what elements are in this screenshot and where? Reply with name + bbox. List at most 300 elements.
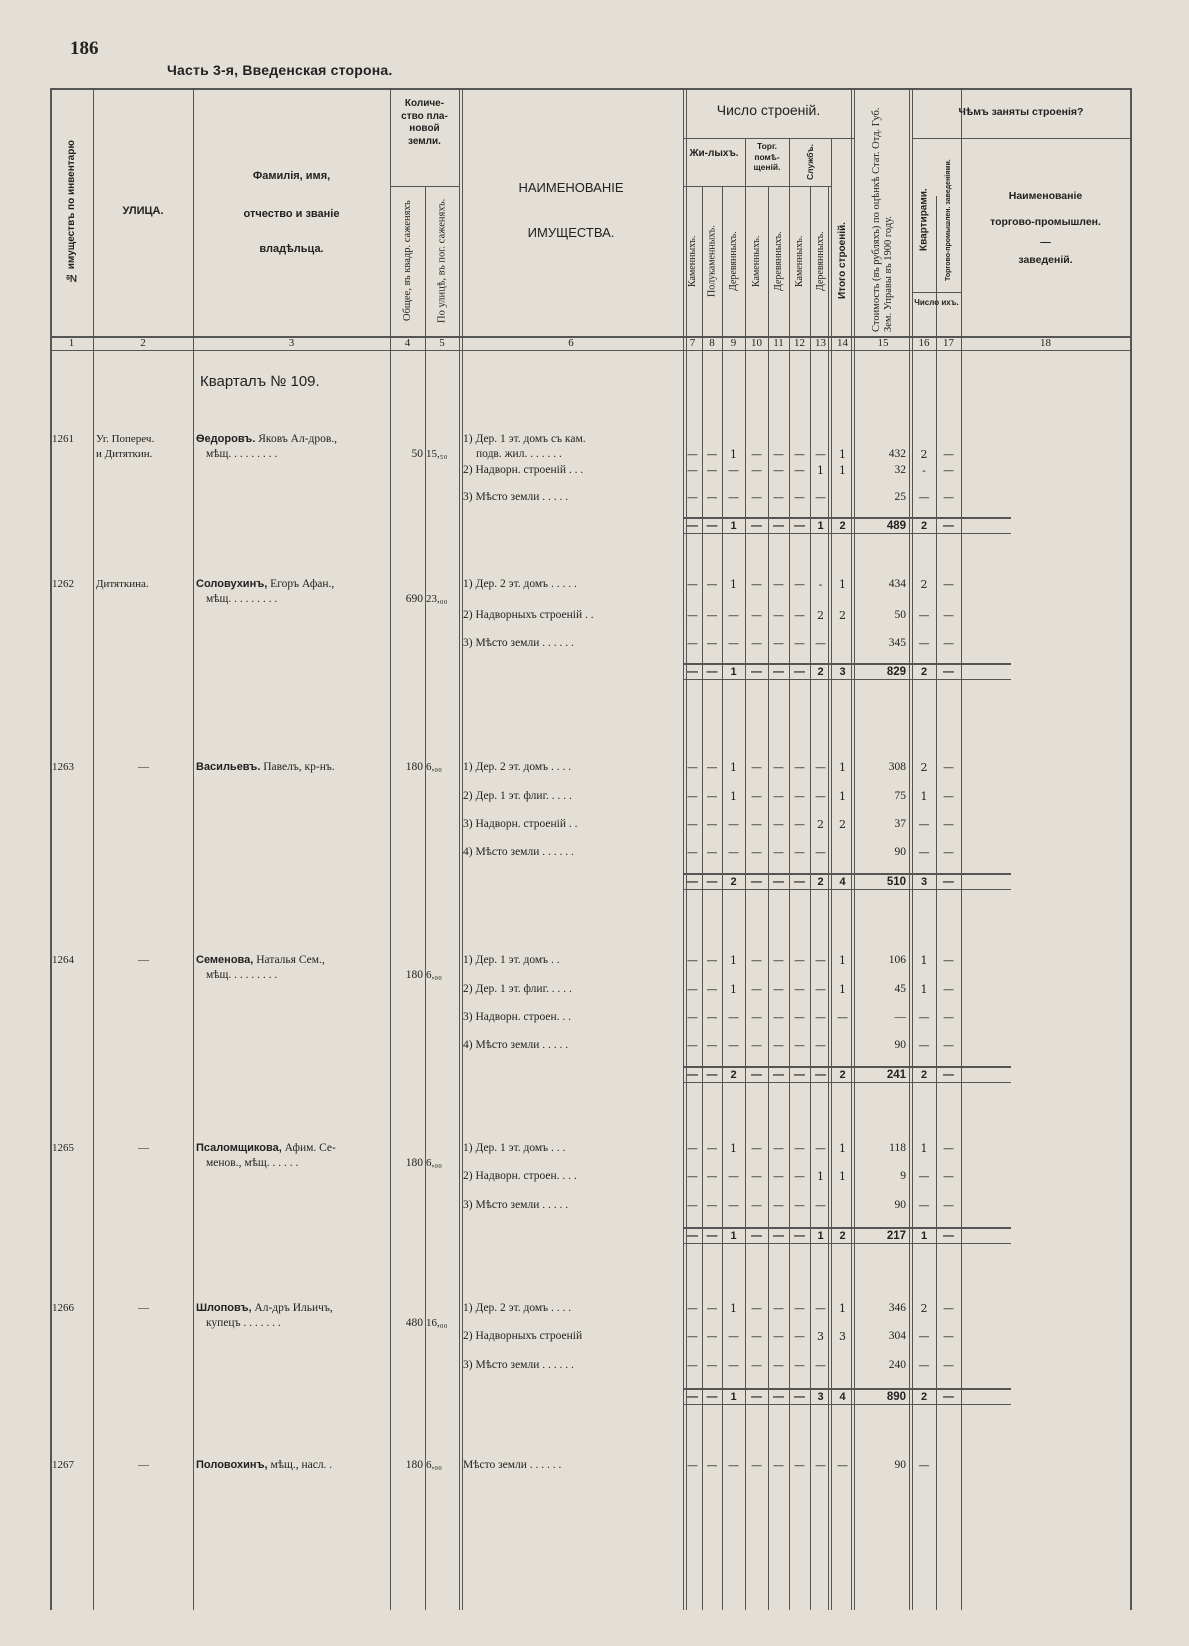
item-name-cont: подв. жил. . . . . . . bbox=[476, 448, 562, 460]
entry-number: 1266 bbox=[52, 1302, 74, 1314]
item-count-col-14: 1 bbox=[839, 761, 846, 774]
entry-number: 1263 bbox=[52, 761, 74, 773]
item-apartments: — bbox=[918, 1199, 930, 1212]
total-count-col-8: — bbox=[706, 666, 718, 678]
total-count-col-11: — bbox=[773, 520, 784, 532]
item-count-col-9: 1 bbox=[730, 790, 737, 803]
entry-number: 1267 bbox=[52, 1459, 74, 1471]
item-count-col-13: — bbox=[815, 790, 826, 803]
item-count-col-7: — bbox=[687, 609, 698, 622]
header-apartments: Квартирами. bbox=[918, 188, 930, 252]
item-enterprises: — bbox=[943, 491, 954, 504]
item-count-col-7: — bbox=[687, 464, 698, 477]
item-enterprises: — bbox=[943, 983, 954, 996]
total-count-col-8: — bbox=[706, 1230, 718, 1242]
rule-h bbox=[912, 292, 961, 293]
item-count-col-9: — bbox=[728, 491, 739, 504]
item-apartments: 1 bbox=[920, 790, 928, 803]
header-inventory-number: № имуществъ по инвентарю bbox=[66, 140, 77, 284]
total-count-col-9: 2 bbox=[730, 876, 737, 888]
item-count-col-9: — bbox=[728, 464, 739, 477]
rule-v bbox=[745, 138, 746, 186]
rule-h bbox=[683, 1404, 1011, 1405]
item-count-col-12: — bbox=[794, 491, 805, 504]
item-count-col-12: — bbox=[794, 1142, 805, 1155]
rule-h bbox=[683, 1388, 1011, 1390]
rule-v bbox=[425, 186, 426, 1610]
rule-h bbox=[683, 186, 831, 187]
entry-land-area: 180 bbox=[405, 1157, 423, 1169]
item-count-col-11: — bbox=[773, 609, 784, 622]
item-cost: 45 bbox=[894, 983, 906, 995]
owner-name: Ал-дръ Ильичъ, bbox=[251, 1302, 333, 1314]
entry-owner-rank: купецъ . . . . . . . bbox=[206, 1317, 281, 1329]
item-enterprises: — bbox=[943, 1039, 954, 1052]
total-cost: 510 bbox=[886, 876, 906, 888]
item-count-col-9: 1 bbox=[730, 1302, 737, 1315]
entry-number: 1264 bbox=[52, 954, 74, 966]
item-cost: 25 bbox=[894, 491, 906, 503]
item-count-col-11: — bbox=[773, 790, 784, 803]
item-apartments: 1 bbox=[920, 954, 928, 967]
header-owner-line3: владѣльца. bbox=[259, 243, 324, 255]
item-cost: 90 bbox=[894, 846, 906, 858]
item-cost: 90 bbox=[894, 1459, 906, 1471]
column-number: 18 bbox=[1040, 337, 1051, 349]
item-apartments: 2 bbox=[920, 1302, 928, 1315]
rule-h bbox=[683, 873, 1011, 875]
item-count-col-8: — bbox=[706, 846, 718, 859]
entry-land-area: 180 bbox=[405, 1459, 423, 1471]
item-count-col-11: — bbox=[773, 761, 784, 774]
column-number: 3 bbox=[288, 337, 295, 349]
entry-frontage: 6,₀₀ bbox=[426, 969, 442, 981]
item-count-col-7: — bbox=[687, 1170, 698, 1183]
entry-street: — bbox=[138, 1459, 149, 1471]
item-count-col-11: — bbox=[773, 1142, 784, 1155]
total-count-col-7: — bbox=[687, 1069, 698, 1081]
entry-owner bbox=[196, 954, 325, 966]
column-number: 12 bbox=[794, 337, 805, 349]
item-count-col-14: — bbox=[837, 1011, 848, 1024]
header-land-street: По улицѣ, въ пог. саженяхъ. bbox=[436, 198, 448, 324]
column-number: 6 bbox=[568, 337, 574, 349]
item-count-col-7: — bbox=[687, 761, 698, 774]
item-count-col-9: 1 bbox=[730, 983, 737, 996]
item-count-col-10: — bbox=[751, 1302, 762, 1315]
column-number: 13 bbox=[815, 337, 826, 349]
item-cost: 9 bbox=[900, 1170, 906, 1182]
item-apartments: - bbox=[922, 464, 926, 477]
rule-h bbox=[50, 88, 1130, 90]
header-col-7: Каменныхъ. bbox=[687, 235, 698, 287]
item-count-col-8: — bbox=[706, 983, 718, 996]
item-count-col-8: — bbox=[706, 1011, 718, 1024]
total-count-col-12: — bbox=[794, 876, 805, 888]
header-enterprise-name-4: заведеній. bbox=[1018, 254, 1073, 266]
item-count-col-12: — bbox=[794, 448, 805, 461]
item-cost: 432 bbox=[888, 448, 906, 460]
item-count-col-8: — bbox=[706, 1039, 718, 1052]
column-number: 14 bbox=[837, 337, 848, 349]
item-count-col-10: — bbox=[751, 761, 762, 774]
owner-surname: Семенова, bbox=[196, 954, 254, 966]
total-cost: 241 bbox=[886, 1069, 906, 1081]
item-count-col-8: — bbox=[706, 790, 718, 803]
total-apartments: 2 bbox=[920, 1391, 928, 1403]
item-count-col-14: 2 bbox=[839, 609, 846, 622]
item-apartments: — bbox=[918, 1459, 930, 1472]
item-count-col-13: — bbox=[815, 1039, 826, 1052]
item-count-col-9: — bbox=[728, 1011, 739, 1024]
item-cost: 118 bbox=[889, 1142, 906, 1154]
owner-surname: Шлоповъ, bbox=[196, 1302, 252, 1314]
item-count-col-10: — bbox=[751, 983, 762, 996]
total-count-col-12: — bbox=[794, 1069, 805, 1081]
entry-frontage: 15,₅₀ bbox=[426, 448, 448, 460]
item-enterprises: — bbox=[943, 954, 954, 967]
item-cost: 240 bbox=[888, 1359, 906, 1371]
header-land-total: Общее, въ квадр. саженяхъ bbox=[402, 200, 413, 322]
entry-owner-rank: мѣщ. . . . . . . . . bbox=[206, 448, 278, 460]
total-count-col-11: — bbox=[773, 1069, 784, 1081]
header-owner-line1: Фамилія, имя, bbox=[252, 170, 331, 182]
item-count-col-14: 1 bbox=[839, 1302, 846, 1315]
total-count-col-11: — bbox=[773, 876, 784, 888]
entry-street: — bbox=[138, 761, 149, 773]
owner-surname: Соловухинъ, bbox=[196, 578, 268, 590]
item-count-col-8: — bbox=[706, 1170, 718, 1183]
item-name: 2) Надворныхъ строеній bbox=[463, 1330, 583, 1342]
item-count-col-9: — bbox=[728, 1170, 739, 1183]
rule-h bbox=[683, 1082, 1011, 1083]
item-apartments: — bbox=[918, 1011, 930, 1024]
total-apartments: 3 bbox=[920, 876, 928, 888]
item-count-col-12: — bbox=[794, 1039, 805, 1052]
total-count-col-14: 2 bbox=[839, 1069, 846, 1081]
item-count-col-8: — bbox=[706, 1359, 718, 1372]
item-cost: 90 bbox=[894, 1199, 906, 1211]
item-enterprises: — bbox=[943, 578, 954, 591]
owner-surname: Васильевъ. bbox=[196, 761, 261, 773]
item-count-col-13: — bbox=[815, 491, 826, 504]
item-count-col-12: — bbox=[794, 1359, 805, 1372]
item-count-col-10: — bbox=[751, 790, 762, 803]
header-land: Количе-ство пла-новой земли. bbox=[401, 98, 448, 147]
item-enterprises: — bbox=[943, 846, 954, 859]
rule-h bbox=[683, 1243, 1011, 1244]
item-name: 3) Мѣсто земли . . . . . bbox=[463, 491, 569, 503]
total-count-col-14: 4 bbox=[839, 876, 846, 888]
item-count-col-12: — bbox=[794, 1302, 805, 1315]
total-cost: 489 bbox=[886, 520, 906, 532]
item-enterprises: — bbox=[943, 637, 954, 650]
total-enterprises: — bbox=[943, 1391, 954, 1403]
total-count-col-13: 2 bbox=[817, 876, 824, 888]
item-count-col-8: — bbox=[706, 1459, 718, 1472]
item-count-col-8: — bbox=[706, 1330, 718, 1343]
header-count: Число ихъ. bbox=[914, 298, 959, 307]
item-count-col-10: — bbox=[751, 578, 762, 591]
item-count-col-12: — bbox=[794, 761, 805, 774]
item-count-col-7: — bbox=[687, 578, 698, 591]
item-count-col-10: — bbox=[751, 1142, 762, 1155]
item-name: 3) Мѣсто земли . . . . . . bbox=[463, 1359, 574, 1371]
item-count-col-7: — bbox=[687, 954, 698, 967]
item-count-col-7: — bbox=[687, 1330, 698, 1343]
total-count-col-9: 1 bbox=[730, 1230, 737, 1242]
item-count-col-10: — bbox=[751, 609, 762, 622]
item-count-col-13: — bbox=[815, 448, 826, 461]
item-count-col-8: — bbox=[706, 818, 718, 831]
item-count-col-8: — bbox=[706, 609, 718, 622]
item-count-col-13: — bbox=[815, 761, 826, 774]
column-number: 16 bbox=[918, 337, 930, 349]
rule-v bbox=[93, 88, 94, 1610]
item-count-col-9: — bbox=[728, 846, 739, 859]
item-count-col-12: — bbox=[794, 790, 805, 803]
item-count-col-11: — bbox=[773, 1359, 784, 1372]
total-count-col-13: 2 bbox=[817, 666, 824, 678]
item-name: 3) Мѣсто земли . . . . . . bbox=[463, 637, 574, 649]
item-count-col-13: — bbox=[815, 1011, 826, 1024]
total-count-col-12: — bbox=[794, 1391, 805, 1403]
column-number: 17 bbox=[943, 337, 954, 349]
total-count-col-7: — bbox=[687, 1391, 698, 1403]
item-name: 1) Дер. 1 эт. домъ съ кам. bbox=[463, 433, 586, 445]
item-enterprises: — bbox=[943, 1170, 954, 1183]
item-enterprises: — bbox=[943, 448, 954, 461]
entry-frontage: 6,₀₀ bbox=[426, 761, 442, 773]
item-count-col-14: 3 bbox=[839, 1330, 846, 1343]
item-cost: 75 bbox=[894, 790, 906, 802]
total-count-col-11: — bbox=[773, 666, 784, 678]
item-count-col-10: — bbox=[751, 448, 762, 461]
entry-owner bbox=[196, 1459, 332, 1471]
item-name: 2) Дер. 1 эт. флиг. . . . . bbox=[463, 983, 572, 995]
header-owner-line2: отчество и званіе bbox=[243, 208, 340, 220]
header-enterprise-name-2: торгово-промышлен. bbox=[990, 216, 1101, 228]
column-number: 2 bbox=[140, 337, 146, 349]
total-enterprises: — bbox=[943, 1230, 954, 1242]
total-count-col-10: — bbox=[751, 1069, 762, 1081]
item-count-col-7: — bbox=[687, 983, 698, 996]
owner-surname: Ѳедоровъ. bbox=[196, 433, 256, 445]
item-count-col-11: — bbox=[773, 464, 784, 477]
entry-owner bbox=[196, 578, 334, 590]
rule-h bbox=[683, 663, 1011, 665]
entry-frontage: 6,₀₀ bbox=[426, 1459, 442, 1471]
entry-land-area: 690 bbox=[405, 593, 423, 605]
item-count-col-11: — bbox=[773, 448, 784, 461]
item-count-col-8: — bbox=[706, 578, 718, 591]
item-count-col-12: — bbox=[794, 846, 805, 859]
item-count-col-10: — bbox=[751, 637, 762, 650]
item-apartments: 2 bbox=[920, 761, 928, 774]
item-count-col-10: — bbox=[751, 1039, 762, 1052]
item-cost: 304 bbox=[888, 1330, 906, 1342]
rule-v bbox=[789, 138, 790, 186]
item-cost: 434 bbox=[888, 578, 906, 590]
item-count-col-8: — bbox=[706, 491, 718, 504]
entry-number: 1261 bbox=[52, 433, 74, 445]
item-name: 3) Мѣсто земли . . . . . bbox=[463, 1199, 569, 1211]
item-count-col-11: — bbox=[773, 1459, 784, 1472]
header-enterprise-name-3: — bbox=[1040, 236, 1051, 248]
total-count-col-10: — bbox=[751, 666, 762, 678]
quarter-title: Кварталъ № 109. bbox=[200, 373, 320, 390]
total-count-col-11: — bbox=[773, 1230, 784, 1242]
item-count-col-7: — bbox=[687, 790, 698, 803]
column-number: 7 bbox=[689, 337, 696, 349]
item-count-col-8: — bbox=[706, 448, 718, 461]
owner-surname: Половохинъ, bbox=[196, 1459, 268, 1471]
item-count-col-7: — bbox=[687, 1011, 698, 1024]
item-count-col-10: — bbox=[751, 1011, 762, 1024]
item-count-col-11: — bbox=[773, 954, 784, 967]
item-apartments: — bbox=[918, 1039, 930, 1052]
rule-v bbox=[961, 88, 962, 1610]
item-count-col-10: — bbox=[751, 464, 762, 477]
item-count-col-10: — bbox=[751, 1199, 762, 1212]
header-col-12: Каменныхъ. bbox=[794, 235, 805, 287]
item-count-col-9: — bbox=[728, 1459, 739, 1472]
rule-h bbox=[683, 889, 1011, 890]
item-count-col-10: — bbox=[751, 1330, 762, 1343]
item-apartments: — bbox=[918, 846, 930, 859]
item-name: 2) Надворныхъ строеній . . bbox=[463, 609, 594, 621]
entry-frontage: 23,₀₀ bbox=[426, 593, 448, 605]
owner-name: Наталья Сем., bbox=[253, 954, 325, 966]
item-count-col-12: — bbox=[794, 637, 805, 650]
header-cost: Стоимость (въ рубляхъ) по оцѣнкѣ Стат. Отд. Губ. Зем. Управы въ 1900 году. bbox=[870, 107, 894, 332]
item-cost: 308 bbox=[888, 761, 906, 773]
item-apartments: 1 bbox=[920, 1142, 928, 1155]
owner-name: Афим. Се- bbox=[281, 1142, 336, 1154]
header-col-14: Итого строеній. bbox=[837, 222, 848, 300]
rule-v bbox=[1130, 88, 1132, 1610]
item-count-col-12: — bbox=[794, 1170, 805, 1183]
item-count-col-8: — bbox=[706, 954, 718, 967]
item-count-col-13: — bbox=[815, 1199, 826, 1212]
header-residential: Жи-лыхъ. bbox=[689, 148, 739, 159]
total-apartments: 1 bbox=[920, 1230, 928, 1242]
item-apartments: — bbox=[918, 1330, 930, 1343]
rule-h bbox=[683, 1227, 1011, 1229]
header-trade: Торг. помѣ-щеній. bbox=[753, 141, 781, 173]
item-count-col-13: — bbox=[815, 637, 826, 650]
total-count-col-13: — bbox=[815, 1069, 826, 1081]
item-apartments: — bbox=[918, 1170, 930, 1183]
rule-h bbox=[961, 138, 1130, 139]
item-apartments: 2 bbox=[920, 578, 928, 591]
item-count-col-12: — bbox=[794, 609, 805, 622]
entry-street: — bbox=[138, 954, 149, 966]
item-apartments: 2 bbox=[920, 448, 928, 461]
header-street: УЛИЦА. bbox=[122, 205, 164, 217]
item-count-col-7: — bbox=[687, 1039, 698, 1052]
rule-v bbox=[459, 88, 460, 1610]
item-count-col-13: — bbox=[815, 1142, 826, 1155]
item-name: 2) Надворн. строеній . . . bbox=[463, 464, 584, 476]
entry-number: 1265 bbox=[52, 1142, 74, 1154]
item-apartments: 1 bbox=[920, 983, 928, 996]
item-count-col-13: — bbox=[815, 1459, 826, 1472]
item-enterprises: — bbox=[943, 464, 954, 477]
header-property-line2: ИМУЩЕСТВА. bbox=[527, 225, 615, 240]
item-count-col-10: — bbox=[751, 846, 762, 859]
total-count-col-7: — bbox=[687, 876, 698, 888]
item-name: 2) Дер. 1 эт. флиг. . . . . bbox=[463, 790, 572, 802]
item-name: 1) Дер. 2 эт. домъ . . . . bbox=[463, 761, 572, 773]
total-count-col-10: — bbox=[751, 520, 762, 532]
total-count-col-7: — bbox=[687, 1230, 698, 1242]
item-count-col-7: — bbox=[687, 448, 698, 461]
item-count-col-13: 2 bbox=[817, 609, 824, 622]
item-count-col-10: — bbox=[751, 1459, 762, 1472]
item-name: 4) Мѣсто земли . . . . . . bbox=[463, 846, 574, 858]
item-enterprises: — bbox=[943, 1199, 954, 1212]
item-enterprises: — bbox=[943, 1142, 954, 1155]
item-name: Мѣсто земли . . . . . . bbox=[463, 1459, 562, 1471]
total-count-col-10: — bbox=[751, 876, 762, 888]
rule-h bbox=[50, 350, 1130, 351]
entry-owner bbox=[196, 1302, 333, 1314]
rule-h bbox=[683, 533, 1011, 534]
item-count-col-12: — bbox=[794, 1199, 805, 1212]
entry-owner-rank: мѣщ. . . . . . . . . bbox=[206, 593, 278, 605]
rule-v bbox=[193, 88, 194, 1610]
item-apartments: — bbox=[918, 637, 930, 650]
item-count-col-10: — bbox=[751, 818, 762, 831]
column-number: 8 bbox=[709, 337, 715, 349]
total-enterprises: — bbox=[943, 520, 954, 532]
item-enterprises: — bbox=[943, 818, 954, 831]
item-count-col-7: — bbox=[687, 818, 698, 831]
item-count-col-12: — bbox=[794, 464, 805, 477]
entry-street: и Дитяткин. bbox=[96, 448, 153, 460]
item-count-col-9: 1 bbox=[730, 761, 737, 774]
item-name: 1) Дер. 1 эт. домъ . . bbox=[463, 954, 560, 966]
item-cost: 32 bbox=[894, 464, 906, 476]
total-count-col-7: — bbox=[687, 520, 698, 532]
entry-land-area: 180 bbox=[405, 969, 423, 981]
total-apartments: 2 bbox=[920, 666, 928, 678]
item-name: 1) Дер. 2 эт. домъ . . . . bbox=[463, 1302, 572, 1314]
entry-land-area: 180 bbox=[405, 761, 423, 773]
total-count-col-9: 1 bbox=[730, 520, 737, 532]
item-count-col-11: — bbox=[773, 1302, 784, 1315]
item-count-col-11: — bbox=[773, 818, 784, 831]
entry-land-area: 50 bbox=[411, 448, 423, 460]
item-count-col-9: 1 bbox=[730, 1142, 737, 1155]
item-count-col-13: — bbox=[815, 983, 826, 996]
total-count-col-8: — bbox=[706, 1069, 718, 1081]
item-cost: 37 bbox=[894, 818, 906, 830]
item-count-col-9: — bbox=[728, 609, 739, 622]
item-count-col-7: — bbox=[687, 637, 698, 650]
item-cost: — bbox=[894, 1011, 906, 1023]
header-buildings: Число строеній. bbox=[716, 102, 821, 118]
rule-h bbox=[912, 138, 961, 139]
total-count-col-9: 1 bbox=[730, 1391, 737, 1403]
item-apartments: — bbox=[918, 818, 930, 831]
total-cost: 829 bbox=[886, 666, 906, 678]
item-enterprises: — bbox=[943, 761, 954, 774]
item-count-col-12: — bbox=[794, 818, 805, 831]
total-cost: 217 bbox=[886, 1230, 906, 1242]
item-count-col-14: 1 bbox=[839, 1142, 846, 1155]
